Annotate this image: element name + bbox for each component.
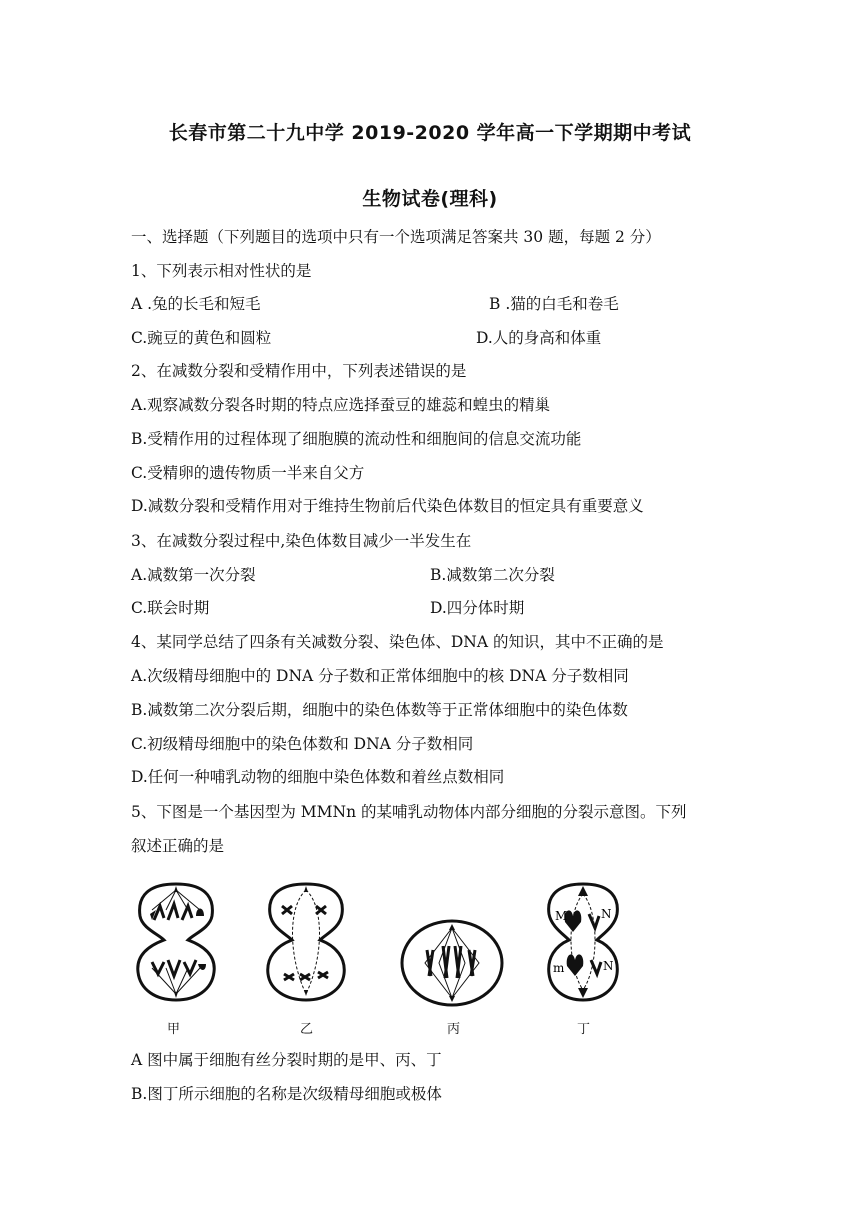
exam-subtitle: 生物试卷(理科) [362, 188, 498, 210]
question-2-option-a: A.观察减数分裂各时期的特点应选择蚕豆的雄蕊和蝗虫的精巢 [131, 396, 551, 414]
question-3-option-a: A.减数第一次分裂 [131, 566, 256, 584]
figure-yi [260, 876, 352, 1006]
section-heading: 一、选择题（下列题目的选项中只有一个选项满足答案共 30 题，每题 2 分） [131, 228, 661, 246]
figure-label-bing: 丙 [447, 1022, 461, 1037]
question-3-option-b: B.减数第二次分裂 [430, 566, 555, 584]
question-5-option-b: B.图丁所示细胞的名称是次级精母细胞或极体 [131, 1085, 442, 1103]
question-3-stem: 3、在减数分裂过程中,染色体数目减少一半发生在 [131, 532, 472, 550]
question-4-option-d: D.任何一种哺乳动物的细胞中染色体数和着丝点数相同 [131, 768, 505, 786]
question-2-option-b: B.受精作用的过程体现了细胞膜的流动性和细胞间的信息交流功能 [131, 430, 582, 448]
question-4-option-b: B.减数第二次分裂后期，细胞中的染色体数等于正常体细胞中的染色体数 [131, 701, 628, 719]
question-1-option-d: D.人的身高和体重 [476, 329, 602, 347]
question-5-stem-continued: 叙述正确的是 [131, 837, 225, 855]
question-2-stem: 2、在减数分裂和受精作用中，下列表述错误的是 [131, 362, 467, 380]
cell-division-figures [125, 876, 645, 1036]
figure-label-jia: 甲 [167, 1022, 181, 1037]
question-2-option-d: D.减数分裂和受精作用对于维持生物前后代染色体数目的恒定具有重要意义 [131, 497, 644, 515]
cell-diagram-bing [397, 916, 507, 1010]
question-1-stem: 1、下列表示相对性状的是 [131, 262, 312, 280]
figure-jia [130, 876, 222, 1006]
cell-diagram-jia [130, 876, 222, 1006]
cell-diagram-yi [260, 876, 352, 1006]
question-3-option-c: C.联会时期 [131, 599, 210, 617]
figure-label-ding: 丁 [577, 1022, 591, 1037]
figure-ding [537, 876, 629, 1006]
gene-label-M: M [555, 909, 568, 923]
question-5-stem: 5、下图是一个基因型为 MMNn 的某哺乳动物体内部分细胞的分裂示意图。下列 [131, 803, 687, 821]
question-1-option-a: A .兔的长毛和短毛 [131, 295, 261, 313]
cell-diagram-ding [537, 876, 629, 1006]
question-5-option-a: A 图中属于细胞有丝分裂时期的是甲、丙、丁 [131, 1051, 442, 1069]
gene-label-N-lower: N [603, 959, 614, 973]
question-2-option-c: C.受精卵的遗传物质一半来自父方 [131, 464, 365, 482]
question-4-stem: 4、某同学总结了四条有关减数分裂、染色体、DNA 的知识，其中不正确的是 [131, 633, 664, 651]
question-3-option-d: D.四分体时期 [430, 599, 525, 617]
question-1-option-b: B .猫的白毛和卷毛 [489, 295, 619, 313]
figure-label-yi: 乙 [300, 1022, 314, 1037]
figure-bing [397, 916, 507, 1010]
question-1-option-c: C.豌豆的黄色和圆粒 [131, 329, 272, 347]
gene-label-m: m [553, 961, 565, 975]
exam-title: 长春市第二十九中学 2019-2020 学年高一下学期期中考试 [168, 122, 692, 144]
question-4-option-a: A.次级精母细胞中的 DNA 分子数和正常体细胞中的核 DNA 分子数相同 [131, 667, 629, 685]
gene-label-N-upper: N [601, 907, 612, 921]
question-4-option-c: C.初级精母细胞中的染色体数和 DNA 分子数相同 [131, 735, 474, 753]
